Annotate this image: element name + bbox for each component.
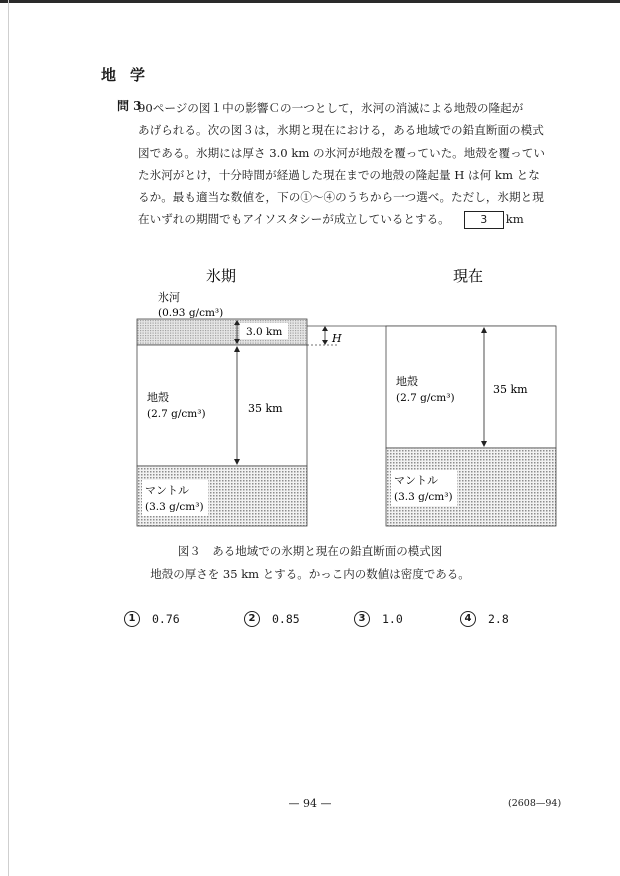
choice-2[interactable] — [244, 611, 300, 627]
choice-value: 1.0 — [382, 612, 403, 626]
choice-number-icon: 1 — [124, 611, 140, 627]
answer-box: 3 — [464, 211, 504, 229]
present-crust-label: 地殻 — [396, 375, 418, 388]
choice-4[interactable] — [460, 611, 509, 627]
choice-value: 0.76 — [152, 612, 180, 626]
ice-age-crust-density: (2.7 g/cm³) — [147, 408, 206, 420]
question-line: 90ページの図１中の影響Ｃの一つとして，氷河の消滅による地殻の隆起が — [138, 101, 524, 115]
glacier-thickness-label: 3.0 km — [246, 326, 283, 338]
figure-note: 地殻の厚さを 35 km とする。かっこ内の数値は密度である。 — [150, 567, 470, 581]
ice-age-title: 氷期 — [205, 267, 237, 285]
present-title: 現在 — [452, 267, 484, 285]
uplift-label: H — [332, 332, 342, 345]
subject-heading: 地学 — [101, 66, 160, 84]
uplift-arrow-bottom — [322, 340, 328, 345]
question-line: るか。最も適当な数値を，下の①～④のうちから一つ選べ。ただし，氷期と現 — [138, 190, 544, 205]
choice-number-icon: 2 — [244, 611, 260, 627]
exam-code: (2608—94) — [508, 798, 562, 809]
figure-caption: 図３ ある地域での氷期と現在の鉛直断面の模式図 — [177, 544, 443, 558]
present-crust-thickness: 35 km — [493, 383, 528, 396]
ice-age-mantle-density: (3.3 g/cm³) — [145, 501, 204, 513]
question-line-last: 在いずれの期間でもアイソスタシーが成立しているとする。 3 km — [138, 208, 558, 230]
ice-age-crust-thickness: 35 km — [248, 402, 283, 415]
choice-value: 0.85 — [272, 612, 300, 626]
ice-age-crust-label: 地殻 — [147, 391, 169, 404]
present-crust-density: (2.7 g/cm³) — [396, 392, 455, 404]
question-line: 図である。氷期には厚さ 3.0 km の氷河が地殻を覆っていた。地殻を覆ってい — [138, 145, 545, 160]
present-mantle-label: マントル — [394, 474, 438, 487]
question-number: 問 3 — [117, 99, 142, 113]
page-number: — 94 — — [288, 797, 332, 810]
present-mantle-density: (3.3 g/cm³) — [394, 491, 453, 503]
glacier-label: 氷河 — [158, 291, 180, 304]
choice-3[interactable] — [354, 611, 403, 627]
choice-1[interactable] — [124, 611, 180, 627]
choice-value: 2.8 — [488, 612, 509, 626]
ice-age-mantle-label: マントル — [145, 484, 189, 497]
question-line: た氷河がとけ，十分時間が経過した現在までの地殻の隆起量 H は何 km とな — [138, 167, 540, 182]
choice-number-icon: 3 — [354, 611, 370, 627]
question-line: あげられる。次の図３は，氷期と現在における，ある地域での鉛直断面の模式 — [138, 123, 544, 138]
choice-number-icon: 4 — [460, 611, 476, 627]
answer-unit: km — [505, 212, 524, 227]
uplift-arrow-top — [322, 326, 328, 331]
glacier-density: (0.93 g/cm³) — [158, 307, 224, 319]
